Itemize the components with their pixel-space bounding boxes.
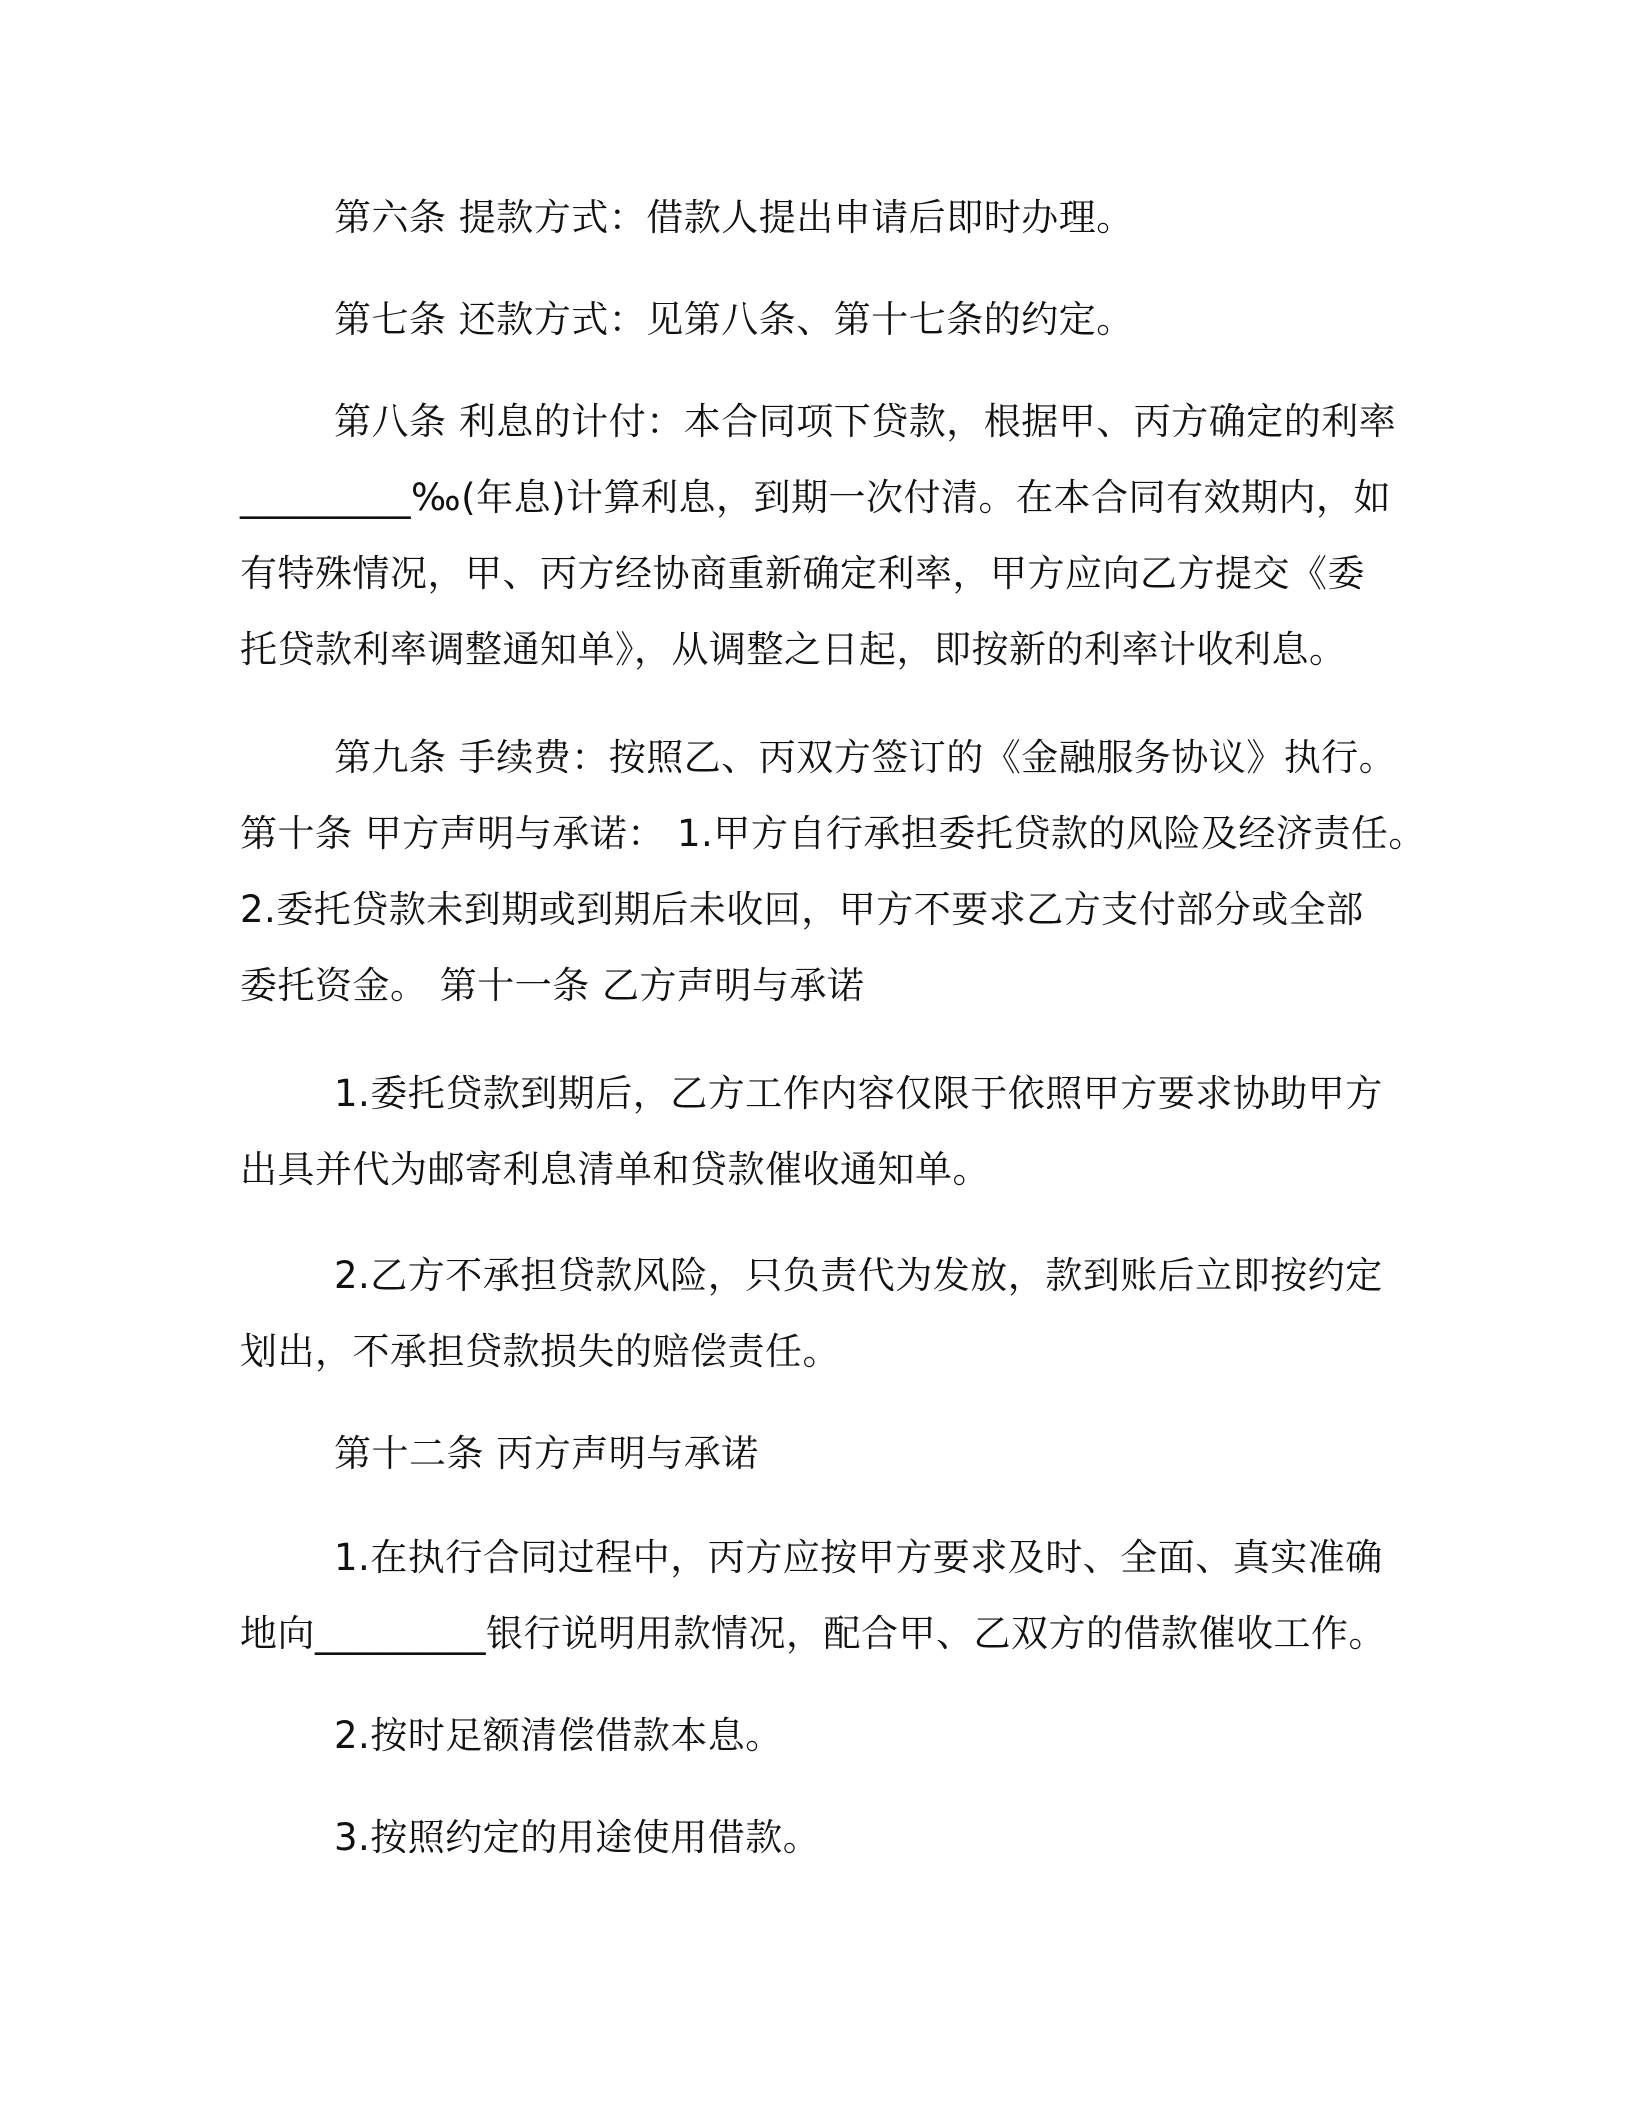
- article-11-item-2-line-2: 划出，不承担贷款损失的赔偿责任。: [240, 1330, 840, 1373]
- article-10-line-1: 第十条 甲方声明与承诺： 1.甲方自行承担委托贷款的风险及经济责任。: [240, 812, 1426, 855]
- article-12-item-3: 3.按照约定的用途使用借款。: [334, 1816, 821, 1859]
- article-10-line-2: 2.委托贷款未到期或到期后未收回，甲方不要求乙方支付部分或全部: [240, 888, 1364, 931]
- article-12-heading: 第十二条 丙方声明与承诺: [334, 1432, 759, 1475]
- article-12-item-1-line-1: 1.在执行合同过程中，丙方应按甲方要求及时、全面、真实准确: [334, 1536, 1383, 1579]
- article-8-line-4: 托贷款利率调整通知单》，从调整之日起，即按新的利率计收利息。: [240, 628, 1347, 671]
- article-9-text: 第九条 手续费：按照乙、丙双方签订的《金融服务协议》执行。: [334, 736, 1397, 779]
- article-11-item-1-line-2: 出具并代为邮寄利息清单和贷款催收通知单。: [240, 1148, 990, 1191]
- article-6-text: 第六条 提款方式：借款人提出申请后即时办理。: [334, 196, 1134, 239]
- article-11-item-2-line-1: 2.乙方不承担贷款风险，只负责代为发放，款到账后立即按约定: [334, 1254, 1383, 1297]
- article-8-line-2: _________‰(年息)计算利息，到期一次付清。在本合同有效期内，如: [240, 476, 1392, 519]
- article-11-heading-line: 委托资金。 第十一条 乙方声明与承诺: [240, 964, 865, 1007]
- article-12-item-1-line-2: 地向_________银行说明用款情况，配合甲、乙双方的借款催收工作。: [240, 1612, 1386, 1655]
- article-7-text: 第七条 还款方式：见第八条、第十七条的约定。: [334, 298, 1134, 341]
- article-11-item-1-line-1: 1.委托贷款到期后，乙方工作内容仅限于依照甲方要求协助甲方: [334, 1072, 1383, 1115]
- article-8-line-3: 有特殊情况，甲、丙方经协商重新确定利率，甲方应向乙方提交《委: [240, 552, 1365, 595]
- article-8-line-1: 第八条 利息的计付：本合同项下贷款，根据甲、丙方确定的利率: [334, 400, 1397, 443]
- article-12-item-2: 2.按时足额清偿借款本息。: [334, 1714, 783, 1757]
